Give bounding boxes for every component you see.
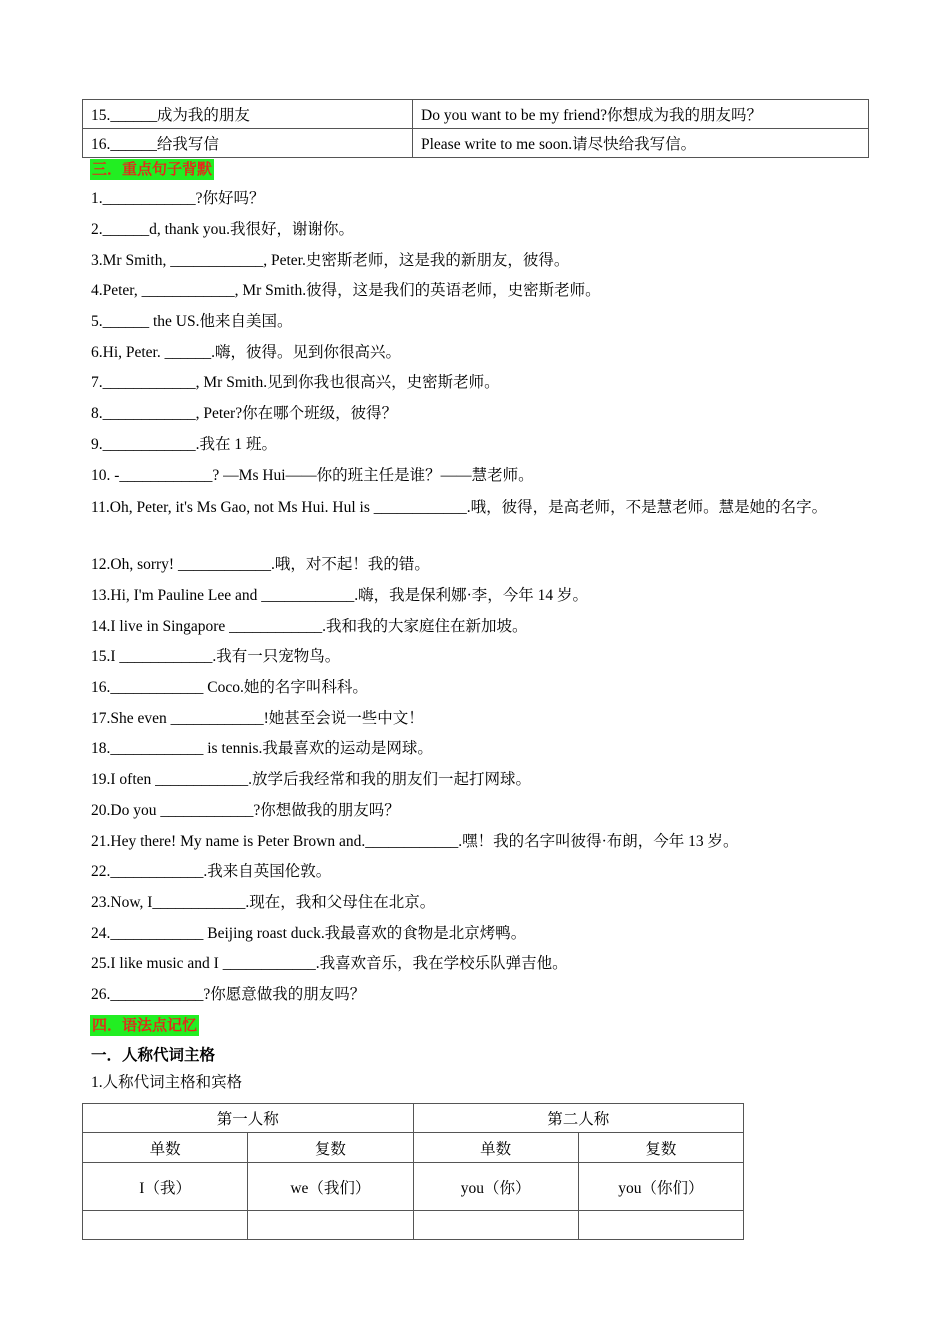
sentence-item: 18.____________ is tennis.我最喜欢的运动是网球。 [91, 740, 433, 757]
table-row [83, 1211, 744, 1240]
pronoun-table [82, 1103, 744, 1240]
sentence-item: 7.____________, Mr Smith.见到你我也很高兴，史密斯老师。 [91, 374, 500, 391]
sentence-item: 4.Peter, ____________, Mr Smith.彼得，这是我们的英语老师，史密斯老师。 [91, 282, 601, 299]
table-row [83, 129, 869, 158]
pronoun-sub-header: 单数 [83, 1133, 248, 1163]
pronoun-cell: you（你） [413, 1163, 578, 1211]
sentence-item: 13.Hi, I'm Pauline Lee and ____________.嗨，我是保利娜·李，今年 14 岁。 [91, 587, 589, 604]
pronoun-cell: we（我们） [248, 1163, 413, 1211]
pronoun-cell-empty [578, 1211, 743, 1240]
pronoun-cell-empty [248, 1211, 413, 1240]
pronoun-group-header: 第一人称 [83, 1104, 414, 1133]
sentence-item: 12.Oh, sorry! ____________.哦，对不起！我的错。 [91, 556, 430, 573]
sentence-item: 11.Oh, Peter, it's Ms Gao, not Ms Hui. Hul is ____________.哦，彼得，是高老师，不是慧老师。慧是她的名字。 [91, 499, 828, 516]
sentence-item: 22.____________.我来自英国伦敦。 [91, 863, 332, 880]
sentence-item: 9.____________.我在 1 班。 [91, 436, 278, 453]
phrase-cell-cn: 15.______成为我的朋友 [83, 100, 413, 129]
sentence-item: 15.I ____________.我有一只宠物鸟。 [91, 648, 341, 665]
sentence-item: 1.____________?你好吗？ [91, 190, 265, 207]
sentence-item: 6.Hi, Peter. ______.嗨，彼得。见到你很高兴。 [91, 344, 401, 361]
table-row [83, 1104, 744, 1133]
section-heading-sentences: 三．重点句子背默 [92, 160, 213, 178]
section-heading-grammar: 四．语法点记忆 [92, 1016, 198, 1034]
pronoun-sub-header: 复数 [248, 1133, 413, 1163]
sentence-item: 8.____________, Peter?你在哪个班级，彼得？ [91, 405, 398, 422]
phrase-cell-cn: 16.______给我写信 [83, 129, 413, 158]
sentence-item: 17.She even ____________!她甚至会说一些中文！ [91, 710, 424, 727]
sentence-item: 24.____________ Beijing roast duck.我最喜欢的食物是北京烤鸭。 [91, 925, 527, 942]
sentence-item: 26.____________?你愿意做我的朋友吗？ [91, 986, 366, 1003]
sentence-item: 5.______ the US.他来自美国。 [91, 313, 293, 330]
sentence-item: 20.Do you ____________?你想做我的朋友吗？ [91, 802, 400, 819]
table-row [83, 100, 869, 129]
sentence-item: 25.I like music and I ____________.我喜欢音乐，我在学校乐队弹吉他。 [91, 955, 568, 972]
grammar-subheading-2: 1.人称代词主格和宾格 [91, 1074, 243, 1091]
phrase-cell-en: Please write to me soon.请尽快给我写信。 [413, 129, 869, 158]
pronoun-group-header: 第二人称 [413, 1104, 744, 1133]
sentence-item: 10. -____________? —Ms Hui——你的班主任是谁？——慧老师。 [91, 467, 534, 484]
sentence-item: 3.Mr Smith, ____________, Peter.史密斯老师，这是我的新朋友，彼得。 [91, 252, 570, 269]
table-row [83, 1133, 744, 1163]
pronoun-cell-empty [83, 1211, 248, 1240]
sentence-item: 21.Hey there! My name is Peter Brown and.____________.嘿！我的名字叫彼得·布朗，今年 13 岁。 [91, 833, 739, 850]
sentence-item: 2.______d, thank you.我很好，谢谢你。 [91, 221, 355, 238]
phrase-table [82, 99, 869, 158]
sentence-item: 14.I live in Singapore ____________.我和我的大家庭住在新加坡。 [91, 618, 528, 635]
pronoun-sub-header: 复数 [578, 1133, 743, 1163]
sentence-item: 16.____________ Coco.她的名字叫科科。 [91, 679, 368, 696]
pronoun-cell-empty [413, 1211, 578, 1240]
grammar-subheading: 一．人称代词主格 [91, 1046, 216, 1064]
sentence-item: 23.Now, I____________.现在，我和父母住在北京。 [91, 894, 436, 911]
phrase-cell-en: Do you want to be my friend?你想成为我的朋友吗？ [413, 100, 869, 129]
pronoun-cell: I（我） [83, 1163, 248, 1211]
pronoun-cell: you（你们） [578, 1163, 743, 1211]
table-row [83, 1163, 744, 1211]
sentence-item: 19.I often ____________.放学后我经常和我的朋友们一起打网球。 [91, 771, 532, 788]
pronoun-sub-header: 单数 [413, 1133, 578, 1163]
